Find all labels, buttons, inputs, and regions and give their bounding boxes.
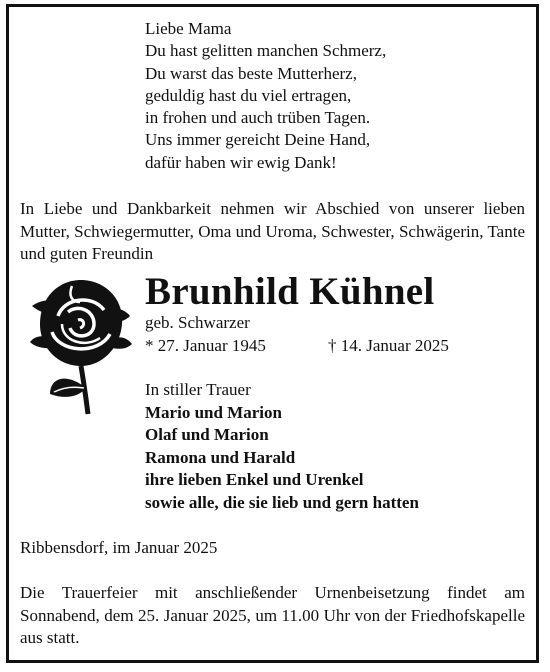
poem-line: geduldig hast du viel ertragen, [145, 85, 352, 105]
poem-line: Liebe Mama [145, 19, 232, 38]
service-info: Die Trauerfeier mit anschließender Urnenbeisetzung findet am Sonnabend, dem 25. Januar 2025, um 11.00 Uhr von der Friedhofskapelle aus statt. [20, 583, 525, 647]
mourner-line: Ramona und Harald [145, 447, 296, 467]
birth-date: * 27. Januar 1945 [145, 336, 266, 355]
deceased-name: Brunhild Kühnel [145, 270, 435, 313]
rose-icon [28, 276, 134, 418]
poem-line: Du warst das beste Mutterherz, [145, 63, 357, 83]
poem [145, 18, 386, 174]
farewell-intro: In Liebe und Dankbarkeit nehmen wir Abschied von unserer lieben Mutter, Schwiegermutter, Oma und Uroma, Schwester, Schwägerin, Tante und guten Freundin [20, 199, 525, 263]
mourner-line: Olaf und Marion [145, 425, 269, 444]
poem-line: in frohen und auch trüben Tagen. [145, 108, 371, 128]
mourner-line: sowie alle, die sie lieb und gern hatten [145, 492, 419, 512]
poem-line: dafür haben wir ewig Dank! [145, 152, 337, 172]
poem-line: Du hast gelitten manchen Schmerz, [145, 41, 387, 61]
place-date: Ribbensdorf, im Januar 2025 [20, 538, 218, 557]
mourner-line: Mario und Marion [145, 402, 282, 422]
mourner-line: ihre lieben Enkel und Urenkel [145, 470, 364, 489]
mourners-intro: In stiller Trauer [145, 380, 251, 399]
birth-name: geb. Schwarzer [145, 313, 250, 332]
death-date: † 14. Januar 2025 [328, 336, 449, 355]
poem-line: Uns immer gereicht Deine Hand, [145, 130, 371, 150]
mourners [145, 379, 419, 514]
